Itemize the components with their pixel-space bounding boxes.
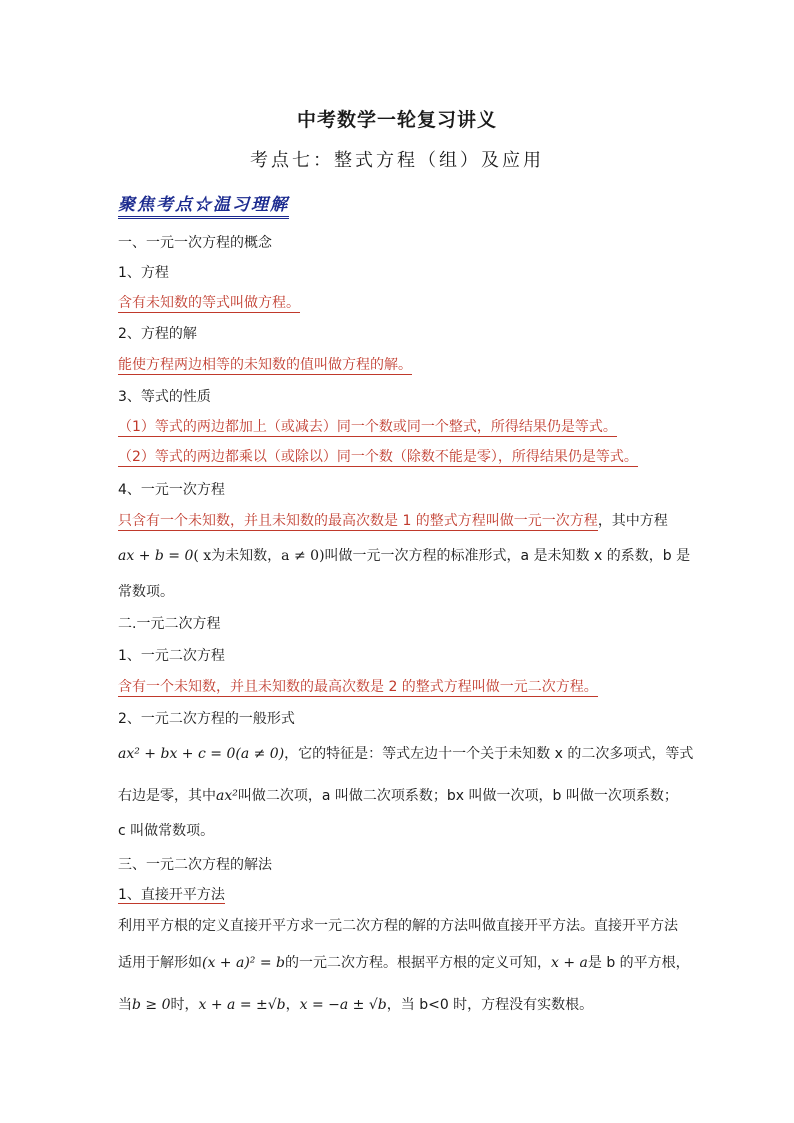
document-title: 中考数学一轮复习讲义 [296, 109, 497, 131]
s3-p1-line3: 当b ≥ 0时，x + a = ±√b，x = −a ± √b，当 b<0 时，方程没有实数根。 [118, 997, 594, 1013]
s1-p3-rule2: （2）等式的两边都乘以（或除以）同一个数（除数不能是零），所得结果仍是等式。 [118, 449, 638, 465]
s2-p1-heading: 1、一元二次方程 [118, 648, 225, 664]
s1-p1-text: 含有未知数的等式叫做方程。 [118, 295, 300, 311]
s2-p2-line3: c 叫做常数项。 [118, 823, 215, 839]
s1-p4-text: 只含有一个未知数，并且未知数的最高次数是 1 的整式方程叫做一元一次方程，其中方程 [118, 513, 668, 529]
s1-p1-heading: 1、方程 [118, 265, 169, 281]
linear-equation: ax + b = 0 [118, 548, 194, 564]
s2-p2-equation-line: ax² + bx + c = 0(a ≠ 0)，它的特征是：等式左边十一个关于未知数 x 的二次多项式，等式 [118, 746, 694, 762]
section2-heading: 二.一元二次方程 [118, 616, 221, 632]
s1-p4-heading: 4、一元一次方程 [118, 482, 225, 498]
s1-p3-heading: 3、等式的性质 [118, 389, 211, 405]
quadratic-equation: ax² + bx + c = 0(a ≠ 0) [118, 746, 285, 762]
s2-p2-line2: 右边是零，其中ax²叫做二次项，a 叫做二次项系数；bx 叫做一次项，b 叫做一次项系数； [118, 788, 678, 804]
s1-p2-text: 能使方程两边相等的未知数的值叫做方程的解。 [118, 357, 412, 373]
s3-p1-heading: 1、直接开平方法 [118, 887, 225, 903]
s1-p2-heading: 2、方程的解 [118, 326, 197, 342]
section3-heading: 三、一元二次方程的解法 [118, 857, 272, 873]
document-subtitle: 考点七：整式方程（组）及应用 [250, 150, 544, 171]
s1-p4-end: 常数项。 [118, 584, 174, 600]
s3-p1-line1: 利用平方根的定义直接开平方求一元二次方程的解的方法叫做直接开平方法。直接开平方法 [118, 918, 678, 934]
section1-heading: 一、一元一次方程的概念 [118, 235, 272, 251]
s2-p2-heading: 2、一元二次方程的一般形式 [118, 711, 295, 727]
s1-p4-equation-line: ax + b = 0( x为未知数，a ≠ 0)叫做一元一次方程的标准形式，a 是未知数 x 的系数，b 是 [118, 548, 691, 564]
s3-p1-line2: 适用于解形如(x + a)² = b的一元二次方程。根据平方根的定义可知，x + a是 b 的平方根， [118, 955, 690, 971]
section-banner: 聚焦考点☆温习理解 [118, 190, 289, 219]
s1-p3-rule1: （1）等式的两边都加上（或减去）同一个数或同一个整式，所得结果仍是等式。 [118, 419, 617, 435]
s2-p1-text: 含有一个未知数，并且未知数的最高次数是 2 的整式方程叫做一元二次方程。 [118, 679, 598, 695]
